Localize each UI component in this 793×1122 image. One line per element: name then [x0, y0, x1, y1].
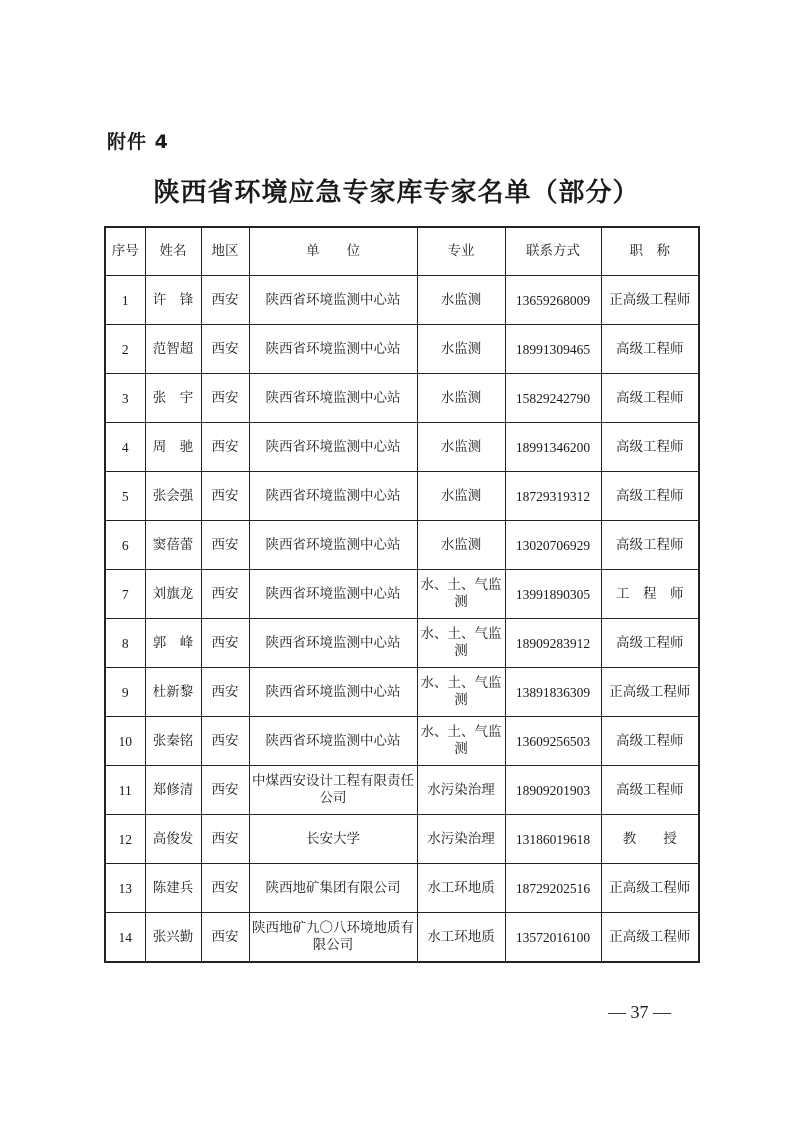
cell-region: 西安	[201, 374, 249, 423]
cell-region: 西安	[201, 619, 249, 668]
page-number: — 37 —	[608, 1002, 671, 1022]
cell-name: 郭 峰	[145, 619, 201, 668]
cell-region: 西安	[201, 815, 249, 864]
cell-region: 西安	[201, 521, 249, 570]
cell-contact: 18729202516	[505, 864, 601, 913]
attachment-label: 附件 4	[107, 131, 169, 153]
cell-index: 1	[105, 276, 145, 325]
cell-organization: 陕西省环境监测中心站	[249, 619, 417, 668]
cell-contact: 13609256503	[505, 717, 601, 766]
table-row	[105, 325, 699, 374]
cell-name: 杜新黎	[145, 668, 201, 717]
table-row	[105, 521, 699, 570]
header-title: 职 称	[601, 227, 699, 276]
cell-index: 6	[105, 521, 145, 570]
cell-specialty: 水监测	[417, 374, 505, 423]
cell-index: 9	[105, 668, 145, 717]
cell-title: 高级工程师	[601, 423, 699, 472]
cell-contact: 13186019618	[505, 815, 601, 864]
cell-title: 高级工程师	[601, 766, 699, 815]
cell-contact: 13991890305	[505, 570, 601, 619]
cell-region: 西安	[201, 423, 249, 472]
cell-name: 周 驰	[145, 423, 201, 472]
cell-index: 13	[105, 864, 145, 913]
table-row	[105, 374, 699, 423]
cell-title: 高级工程师	[601, 619, 699, 668]
cell-title: 正高级工程师	[601, 276, 699, 325]
cell-region: 西安	[201, 668, 249, 717]
cell-specialty: 水污染治理	[417, 815, 505, 864]
cell-region: 西安	[201, 472, 249, 521]
cell-contact: 13572016100	[505, 913, 601, 963]
cell-index: 12	[105, 815, 145, 864]
cell-title: 高级工程师	[601, 374, 699, 423]
cell-title: 高级工程师	[601, 717, 699, 766]
cell-organization: 陕西地矿九〇八环境地质有限公司	[249, 913, 417, 963]
cell-contact: 18909283912	[505, 619, 601, 668]
table-row	[105, 423, 699, 472]
cell-title: 正高级工程师	[601, 913, 699, 963]
table-row	[105, 619, 699, 668]
cell-contact: 18991309465	[505, 325, 601, 374]
table-row	[105, 717, 699, 766]
cell-title: 教 授	[601, 815, 699, 864]
cell-specialty: 水监测	[417, 423, 505, 472]
header-name: 姓名	[145, 227, 201, 276]
cell-specialty: 水监测	[417, 472, 505, 521]
cell-contact: 18729319312	[505, 472, 601, 521]
cell-index: 4	[105, 423, 145, 472]
table-row	[105, 766, 699, 815]
header-region: 地区	[201, 227, 249, 276]
cell-organization: 陕西省环境监测中心站	[249, 374, 417, 423]
cell-contact: 18991346200	[505, 423, 601, 472]
cell-specialty: 水监测	[417, 276, 505, 325]
cell-name: 窦蓓蕾	[145, 521, 201, 570]
cell-title: 高级工程师	[601, 472, 699, 521]
cell-organization: 陕西省环境监测中心站	[249, 717, 417, 766]
page-title: 陕西省环境应急专家库专家名单（部分）	[153, 178, 640, 208]
cell-organization: 陕西省环境监测中心站	[249, 570, 417, 619]
cell-index: 3	[105, 374, 145, 423]
cell-organization: 中煤西安设计工程有限责任公司	[249, 766, 417, 815]
cell-index: 5	[105, 472, 145, 521]
cell-index: 10	[105, 717, 145, 766]
table-row	[105, 276, 699, 325]
expert-table	[104, 226, 700, 963]
cell-organization: 陕西省环境监测中心站	[249, 276, 417, 325]
cell-title: 正高级工程师	[601, 864, 699, 913]
cell-name: 范智超	[145, 325, 201, 374]
cell-name: 郑修清	[145, 766, 201, 815]
cell-region: 西安	[201, 913, 249, 963]
cell-index: 8	[105, 619, 145, 668]
cell-region: 西安	[201, 325, 249, 374]
table-row	[105, 668, 699, 717]
cell-specialty: 水工环地质	[417, 913, 505, 963]
cell-region: 西安	[201, 864, 249, 913]
header-index: 序号	[105, 227, 145, 276]
cell-name: 张会强	[145, 472, 201, 521]
cell-name: 高俊发	[145, 815, 201, 864]
cell-contact: 15829242790	[505, 374, 601, 423]
cell-organization: 长安大学	[249, 815, 417, 864]
table-row	[105, 472, 699, 521]
cell-region: 西安	[201, 766, 249, 815]
table-row	[105, 913, 699, 963]
cell-specialty: 水、土、气监测	[417, 668, 505, 717]
cell-organization: 陕西省环境监测中心站	[249, 325, 417, 374]
cell-specialty: 水、土、气监测	[417, 570, 505, 619]
cell-name: 陈建兵	[145, 864, 201, 913]
cell-specialty: 水监测	[417, 521, 505, 570]
cell-organization: 陕西省环境监测中心站	[249, 668, 417, 717]
cell-specialty: 水、土、气监测	[417, 717, 505, 766]
cell-title: 正高级工程师	[601, 668, 699, 717]
cell-region: 西安	[201, 570, 249, 619]
cell-specialty: 水、土、气监测	[417, 619, 505, 668]
cell-name: 刘旗龙	[145, 570, 201, 619]
cell-title: 高级工程师	[601, 325, 699, 374]
cell-name: 许 锋	[145, 276, 201, 325]
cell-name: 张兴勤	[145, 913, 201, 963]
cell-specialty: 水污染治理	[417, 766, 505, 815]
cell-name: 张秦铭	[145, 717, 201, 766]
cell-contact: 13891836309	[505, 668, 601, 717]
cell-title: 高级工程师	[601, 521, 699, 570]
cell-region: 西安	[201, 276, 249, 325]
header-specialty: 专业	[417, 227, 505, 276]
table-row	[105, 570, 699, 619]
cell-organization: 陕西地矿集团有限公司	[249, 864, 417, 913]
cell-specialty: 水监测	[417, 325, 505, 374]
table-header-row	[105, 227, 699, 276]
cell-organization: 陕西省环境监测中心站	[249, 521, 417, 570]
cell-region: 西安	[201, 717, 249, 766]
table-row	[105, 864, 699, 913]
cell-organization: 陕西省环境监测中心站	[249, 472, 417, 521]
header-contact: 联系方式	[505, 227, 601, 276]
cell-name: 张 宇	[145, 374, 201, 423]
cell-index: 7	[105, 570, 145, 619]
cell-organization: 陕西省环境监测中心站	[249, 423, 417, 472]
cell-index: 2	[105, 325, 145, 374]
cell-contact: 13659268009	[505, 276, 601, 325]
cell-contact: 18909201903	[505, 766, 601, 815]
cell-index: 14	[105, 913, 145, 963]
cell-index: 11	[105, 766, 145, 815]
header-organization: 单 位	[249, 227, 417, 276]
cell-contact: 13020706929	[505, 521, 601, 570]
cell-specialty: 水工环地质	[417, 864, 505, 913]
cell-title: 工 程 师	[601, 570, 699, 619]
table-row	[105, 815, 699, 864]
